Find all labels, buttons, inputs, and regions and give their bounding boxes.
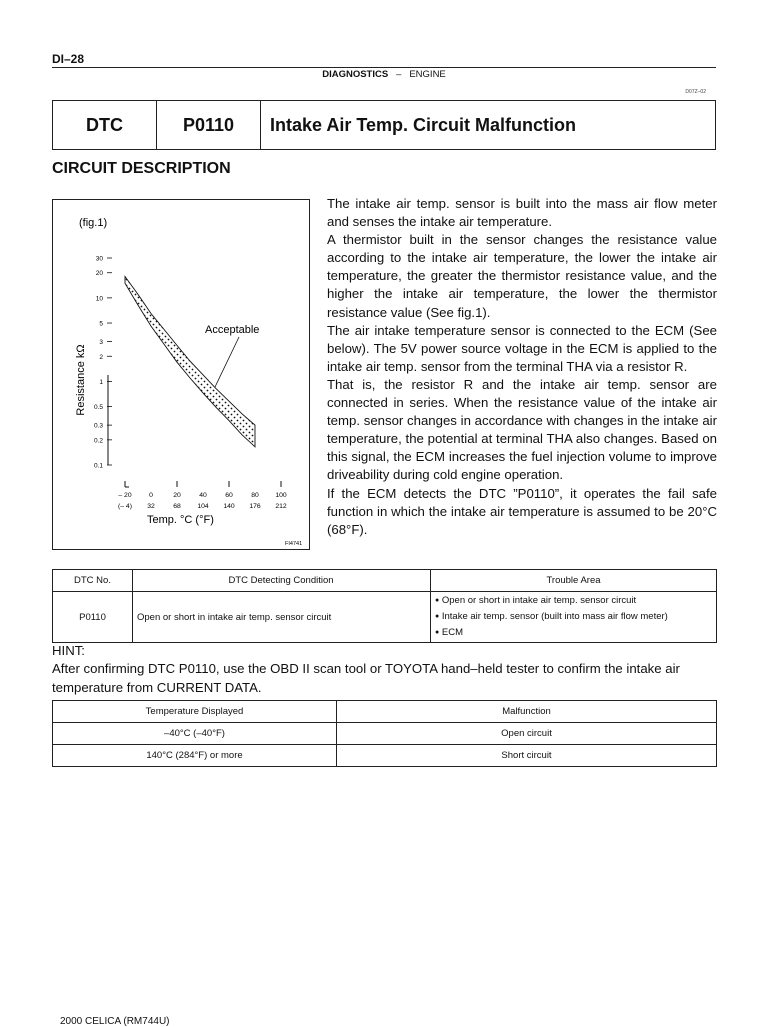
bullet-icon: ● [435,597,440,604]
dtc-label: DTC [53,101,157,149]
x-tick [173,481,181,510]
x-tick-label-f: 104 [197,503,209,510]
trouble-area-item: ● ECM [435,627,463,638]
y-tick [99,339,112,346]
y-axis [94,256,112,470]
annotation-leader [215,337,239,387]
subsection-name: ENGINE [409,69,446,80]
table-row [53,723,717,745]
x-tick [249,492,261,510]
band-annotation: Acceptable [205,324,260,336]
description-paragraph: A thermistor built in the sensor changes the resistance value according to the intake air temperature, the lower the intake air temperature, the greater the thermistor resistance value, and the higher the intake air temperature, the lower the thermistor resistance value (See fig.1). [327,232,717,320]
table-header-row [53,570,717,592]
description-paragraph: The intake air temp. sensor is built into the mass air flow meter and senses the intake air temperature. [327,196,717,230]
header-detecting-condition: DTC Detecting Condition [133,570,431,592]
description-paragraph: That is, the resistor R and the intake air temp. sensor are connected in series. When the resistance value of the intake air temp. sensor changes in accordance with changes in the intake air temperature, the potential at terminal THA also changes. Based on this signal, the ECM increases the fuel injection volume to improve driveability during cold engine operation. [327,376,717,483]
y-tick-label: 0.5 [93,404,103,412]
trouble-area-item: ● Intake air temp. sensor (built into mass air flow meter) [435,611,668,622]
x-tick-label-c: 100 [275,492,287,499]
resistance-temperature-chart [53,200,311,551]
y-tick-label: 2 [99,353,103,361]
table-row [53,745,717,767]
x-tick [223,481,235,510]
x-tick [147,492,155,510]
figure-box [52,199,310,550]
x-tick-label-c: 0 [149,492,153,499]
page-number: DI–28 [52,52,85,66]
malfunction-cell: Open circuit [337,723,717,745]
x-tick [118,481,132,510]
x-axis [118,481,287,510]
hint-label: HINT: [52,643,85,658]
y-tick-label: 10 [95,295,103,303]
y-tick [99,321,112,328]
x-tick-label-f: (– 4) [118,503,132,510]
y-tick [96,270,112,277]
section-title: CIRCUIT DESCRIPTION [52,160,231,177]
circuit-description-text [327,195,717,539]
x-tick-label-f: 212 [275,503,287,510]
detecting-condition-cell: Open or short in intake air temp. sensor circuit [133,592,431,643]
y-tick-label: 0.2 [93,437,103,445]
x-tick-label-f: 68 [173,503,181,510]
figure-code: FI4741 [285,541,303,547]
malfunction-cell: Short circuit [337,745,717,767]
dtc-number-cell: P0110 [53,592,133,643]
y-axis-label: Resistance kΩ [75,344,87,416]
dtc-code: P0110 [157,101,261,149]
header-temperature-displayed: Temperature Displayed [53,701,337,723]
temperature-cell: –40°C (–40°F) [53,723,337,745]
x-tick [197,492,209,510]
y-tick [94,423,112,430]
y-tick-label: 0.1 [93,462,103,470]
y-tick-label: 1 [99,378,103,386]
y-tick [96,256,112,263]
temperature-table [52,700,717,767]
hint-text: After confirming DTC P0110, use the OBD II scan tool or TOYOTA hand–held tester to confirm the intake air temperature from CURRENT DATA. [52,661,680,695]
y-tick [94,404,112,411]
trouble-area-item: ● Open or short in intake air temp. sensor circuit [435,595,637,606]
y-tick [99,379,112,386]
y-tick-label: 3 [99,339,103,347]
y-tick [96,295,112,302]
bullet-icon: ● [435,629,440,636]
section-header [0,69,768,80]
table-row [53,592,717,643]
temperature-cell: 140°C (284°F) or more [53,745,337,767]
x-tick-label-f: 32 [147,503,155,510]
x-tick-label-c: 80 [251,492,259,499]
y-tick [94,437,112,444]
x-tick-label-c: 20 [173,492,181,499]
hint-block [52,642,718,697]
dtc-title: Intake Air Temp. Circuit Malfunction [270,114,577,135]
trouble-area-cell [431,592,717,643]
header-malfunction: Malfunction [337,701,717,723]
x-tick-label-c: 40 [199,492,207,499]
figure-label: (fig.1) [79,217,108,229]
x-axis-label: Temp. °C (°F) [147,514,214,526]
description-paragraph: If the ECM detects the DTC ”P0110”, it operates the fail safe function in which the intake air temperature is assumed to be 20°C (68°F). [327,485,717,537]
y-tick [94,463,112,470]
x-tick-label-c: – 20 [118,492,132,499]
bullet-icon: ● [435,613,440,620]
y-tick-label: 5 [99,320,103,328]
y-tick [99,354,112,361]
document-code: D07Z–02 [685,89,706,95]
header-dtc-no: DTC No. [53,570,133,592]
footer: 2000 CELICA (RM744U) [60,1016,170,1027]
acceptable-band [125,277,255,447]
section-separator: – [396,69,402,80]
y-tick-label: 20 [95,270,103,278]
y-tick-label: 30 [95,255,103,263]
y-tick-label: 0.3 [93,422,103,430]
x-tick [275,481,287,510]
header-trouble-area: Trouble Area [431,570,717,592]
dtc-title-box [52,100,716,150]
header-rule [52,67,716,68]
description-paragraph: The air intake temperature sensor is connected to the ECM (See below). The 5V power source voltage in the ECM is applied to the intake air temp. sensor from the terminal THA via a resistor R. [327,322,717,374]
x-tick-label-c: 60 [225,492,233,499]
x-tick-label-f: 140 [223,503,235,510]
dtc-table [52,569,717,643]
section-name: DIAGNOSTICS [322,69,389,80]
table-header-row [53,701,717,723]
x-tick-label-f: 176 [249,503,261,510]
